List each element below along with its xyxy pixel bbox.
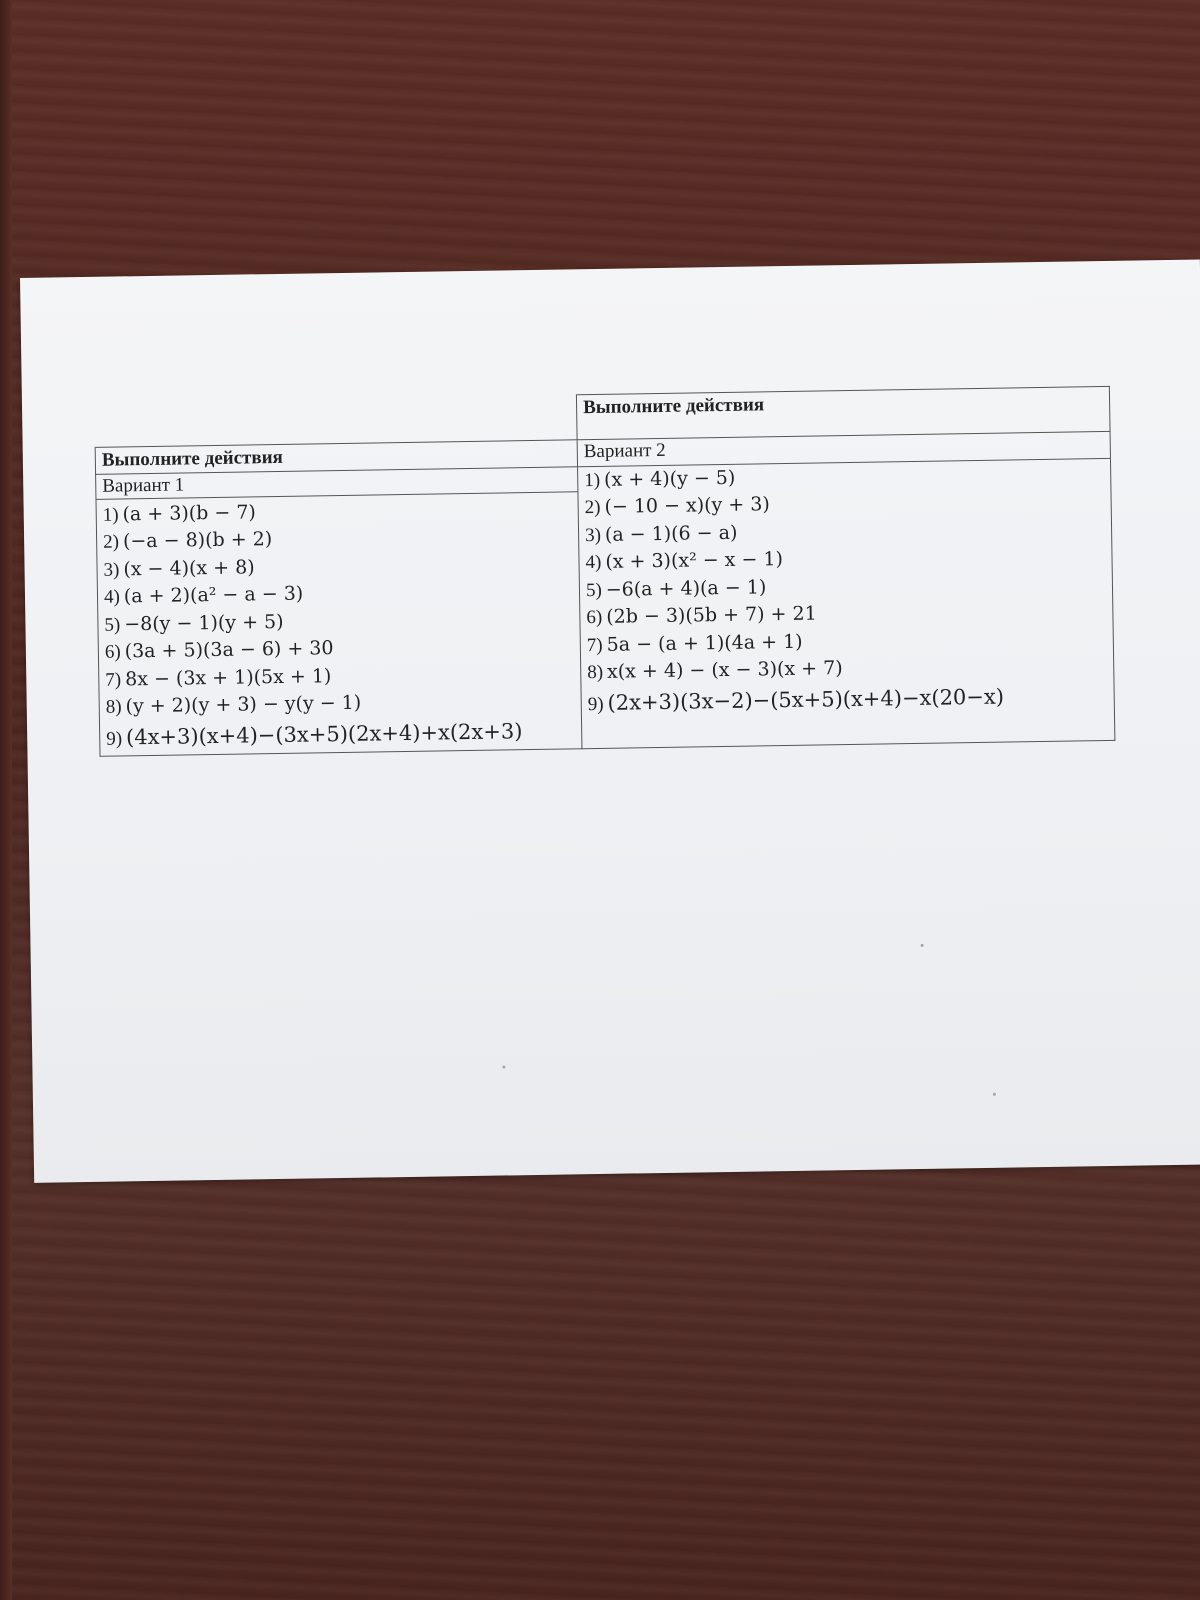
header-cell-right: Выполните действия — [576, 386, 1110, 439]
desk-edge — [0, 0, 12, 1600]
variant2-task-9: 9) (2x+3)(3x−2)−(5x+5)(x+4)−x(20−x) — [587, 684, 1005, 715]
worksheet-table — [94, 386, 1115, 756]
paper-speck — [993, 1093, 996, 1096]
tasks-row — [96, 458, 1115, 756]
variant1-task-2: 2) (−a − 8)(b + 2) — [102, 528, 273, 553]
paper-sheet — [20, 259, 1200, 1182]
variant2-task-5: 5) −6(a + 4)(a − 1) — [585, 575, 767, 601]
variant2-task-8: 8) x(x + 4) − (x − 3)(x + 7) — [587, 657, 843, 684]
variant2-task-2: 2) (− 10 − x)(y + 3) — [584, 493, 770, 519]
variant1-task-5: 5) −8(y − 1)(y + 5) — [104, 610, 284, 636]
variant1-title: Вариант 1 — [96, 467, 577, 500]
variant2-task-4: 4) (x + 3)(x² − x − 1) — [585, 548, 784, 574]
variant1-task-4: 4) (a + 2)(a² − a − 3) — [103, 582, 304, 608]
variant1-task-1: 1) (a + 3)(b − 7) — [102, 500, 257, 526]
variant2-task-6: 6) (2b − 3)(5b + 7) + 21 — [586, 602, 817, 629]
variant1-task-9: 9) (4x+3)(x+4)−(3x+5)(2x+4)+x(2x+3) — [106, 718, 523, 750]
variant2-title: Вариант 2 — [577, 431, 1110, 466]
variant1-task-7: 7) 8x − (3x + 1)(5x + 1) — [105, 664, 332, 691]
variant2-task-7: 7) 5a − (a + 1)(4a + 1) — [586, 630, 803, 656]
variant2-task-3: 3) (a − 1)(6 − a) — [584, 521, 738, 546]
variant2-task-1: 1) (x + 4)(y − 5) — [584, 466, 736, 491]
header-cell-left — [94, 395, 577, 447]
variant1-column — [96, 466, 582, 756]
paper-speck — [502, 1065, 505, 1068]
variant1-task-3: 3) (x − 4)(x + 8) — [103, 555, 255, 581]
variant2-column — [578, 458, 1115, 748]
paper-speck — [921, 944, 924, 947]
variant1-task-6: 6) (3a + 5)(3a − 6) + 30 — [104, 637, 334, 663]
variant1-task-8: 8) (y + 2)(y + 3) − y(y − 1) — [105, 691, 362, 718]
header-left: Выполните действия — [95, 439, 577, 474]
